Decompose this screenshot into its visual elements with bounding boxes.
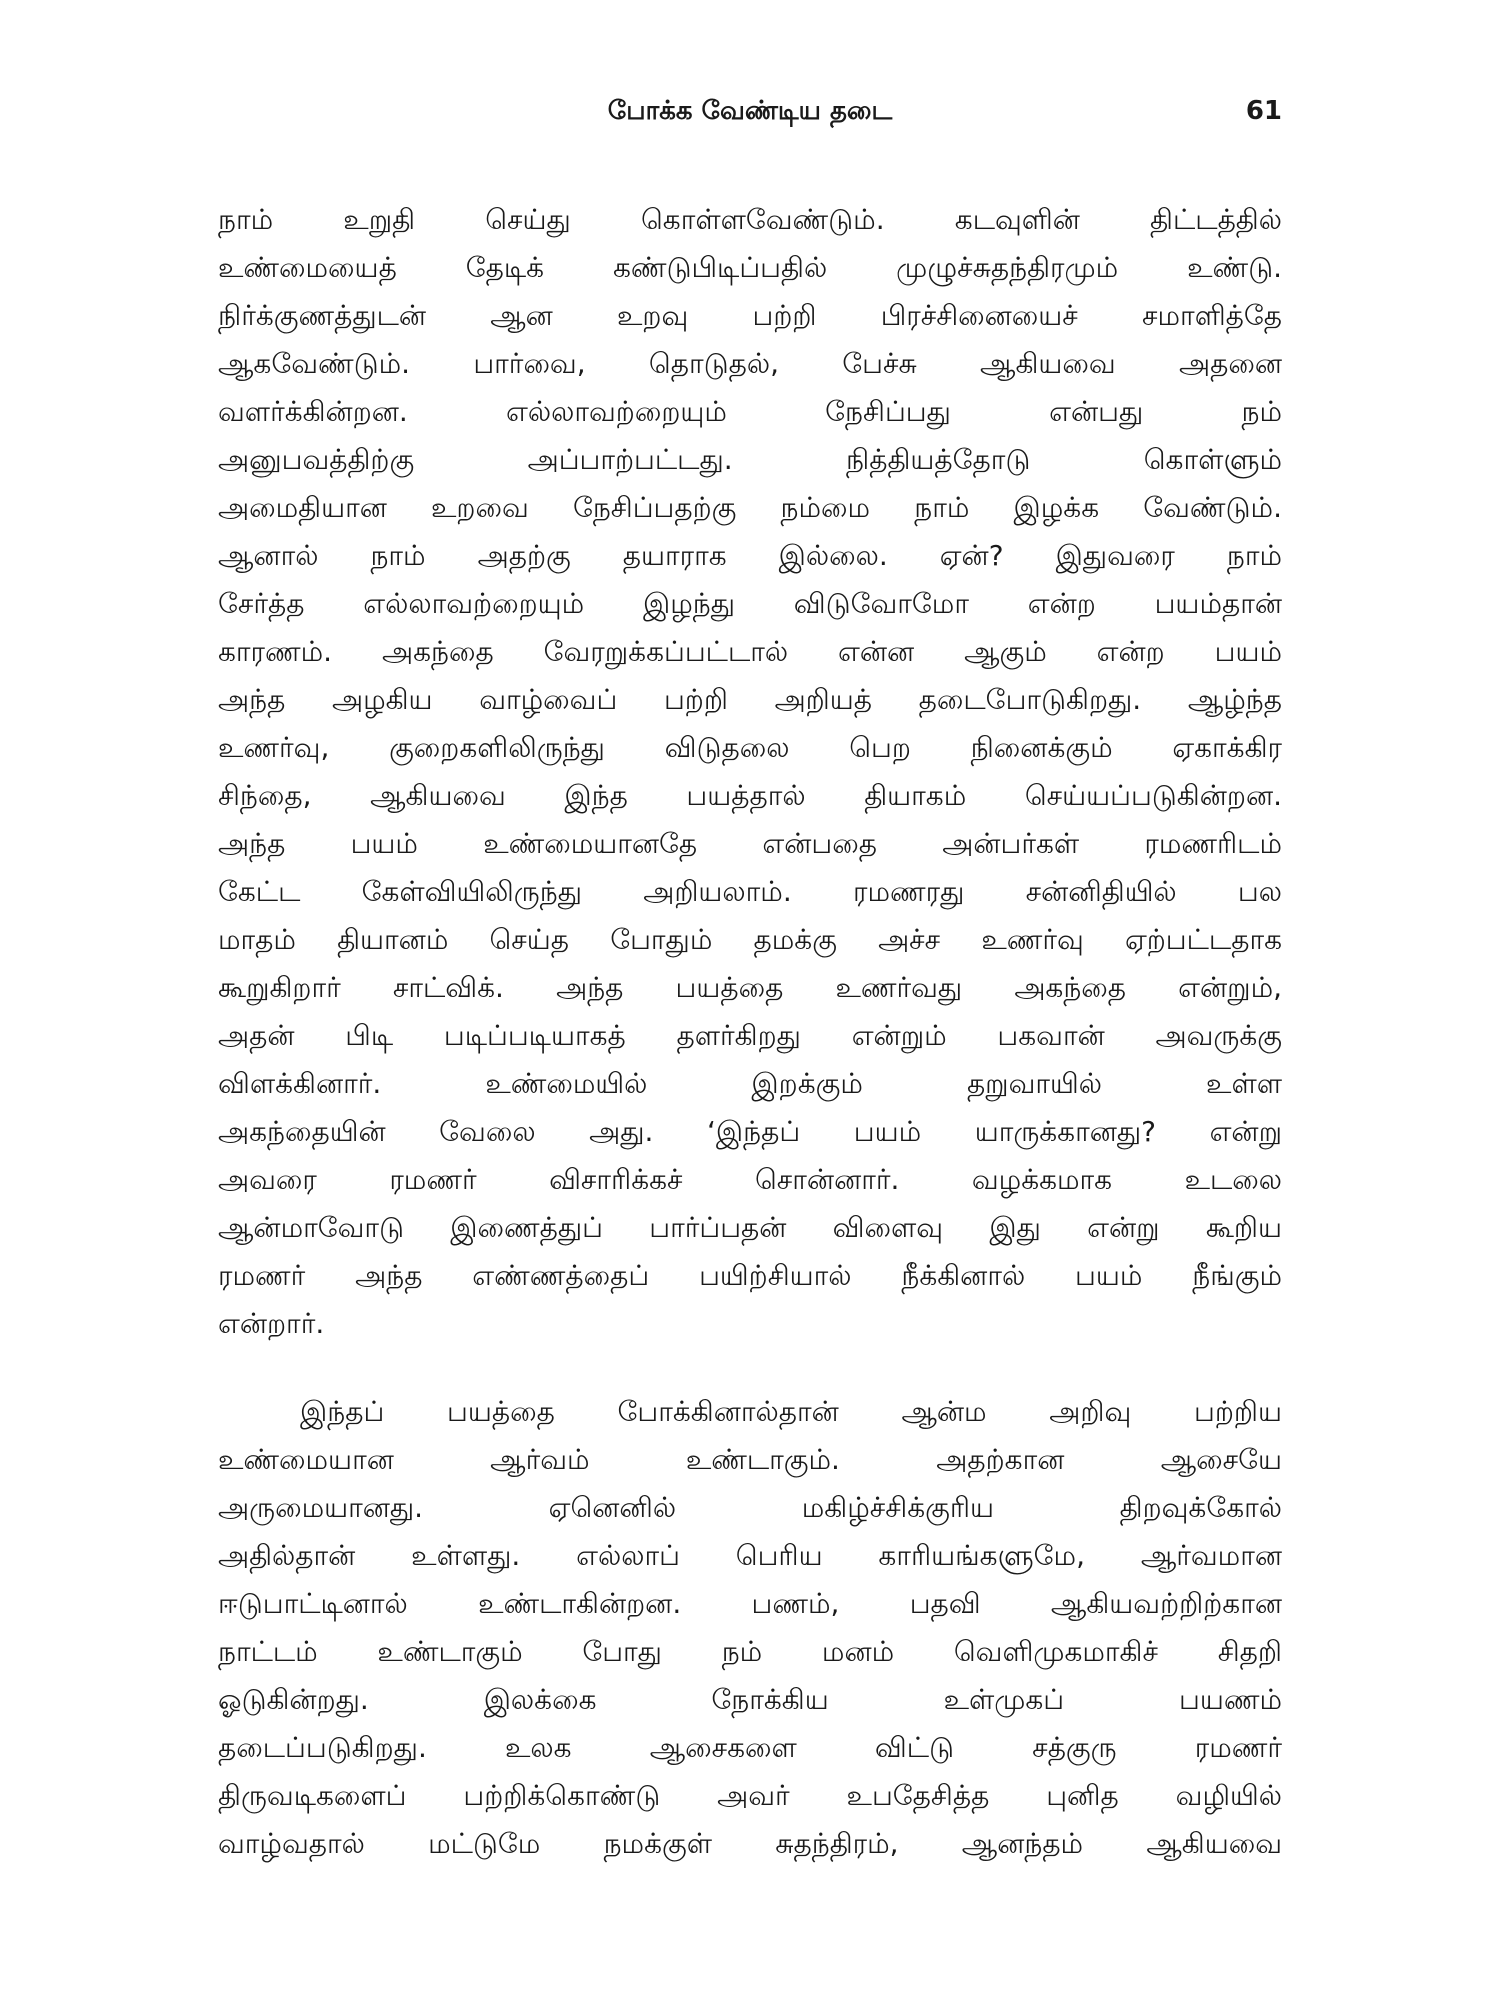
text-line: சேர்த்த எல்லாவற்றையும் இழந்து விடுவோமோ என்ற பயம்தான் xyxy=(218,587,1282,620)
running-header xyxy=(218,96,1282,136)
text-line: அமைதியான உறவை நேசிப்பதற்கு நம்மை நாம் இழக்க வேண்டும். xyxy=(218,491,1282,524)
text-line: என்றார். xyxy=(218,1307,325,1340)
text-line: ஈடுபாட்டினால் உண்டாகின்றன. பணம், பதவி ஆகியவற்றிற்கான xyxy=(218,1587,1282,1620)
text-line: உண்மையான ஆர்வம் உண்டாகும். அதற்கான ஆசையே xyxy=(218,1443,1282,1476)
text-line: கேட்ட கேள்வியிலிருந்து அறியலாம். ரமணரது சன்னிதியில் பல xyxy=(218,875,1282,908)
text-line: சிந்தை, ஆகியவை இந்த பயத்தால் தியாகம் செய்யப்படுகின்றன. xyxy=(218,779,1282,812)
text-line: ஆன்மாவோடு இணைத்துப் பார்ப்பதன் விளைவு இது என்று கூறிய xyxy=(218,1211,1282,1244)
text-line: தடைப்படுகிறது. உலக ஆசைகளை விட்டு சத்குரு ரமணர் xyxy=(218,1731,1282,1764)
text-line: அருமையானது. ஏனெனில் மகிழ்ச்சிக்குரிய திறவுக்கோல் xyxy=(218,1491,1282,1524)
text-line: திருவடிகளைப் பற்றிக்கொண்டு அவர் உபதேசித்த புனித வழியில் xyxy=(218,1779,1282,1812)
text-line: உண்மையைத் தேடிக் கண்டுபிடிப்பதில் முழுச்சுதந்திரமும் உண்டு. xyxy=(218,251,1282,284)
text-line: விளக்கினார். உண்மையில் இறக்கும் தறுவாயில் உள்ள xyxy=(218,1067,1282,1100)
text-line: காரணம். அகந்தை வேரறுக்கப்பட்டால் என்ன ஆகும் என்ற பயம் xyxy=(218,635,1282,668)
text-line: அனுபவத்திற்கு அப்பாற்பட்டது. நித்தியத்தோடு கொள்ளும் xyxy=(218,443,1282,476)
text-line: மாதம் தியானம் செய்த போதும் தமக்கு அச்ச உணர்வு ஏற்பட்டதாக xyxy=(218,923,1282,956)
text-line: அந்த அழகிய வாழ்வைப் பற்றி அறியத் தடைபோடுகிறது. ஆழ்ந்த xyxy=(218,683,1282,716)
text-line: ரமணர் அந்த எண்ணத்தைப் பயிற்சியால் நீக்கினால் பயம் நீங்கும் xyxy=(218,1259,1282,1292)
running-title: போக்க வேண்டிய தடை xyxy=(607,96,893,126)
text-line: அதன் பிடி படிப்படியாகத் தளர்கிறது என்றும் பகவான் அவருக்கு xyxy=(218,1019,1282,1052)
page-number: 61 xyxy=(1245,96,1282,126)
paragraph-1 xyxy=(218,196,1282,1348)
text-line: அந்த பயம் உண்மையானதே என்பதை அன்பர்கள் ரமணரிடம் xyxy=(218,827,1282,860)
text-line: அவரை ரமணர் விசாரிக்கச் சொன்னார். வழக்கமாக உடலை xyxy=(218,1163,1282,1196)
body-text xyxy=(218,196,1282,1868)
text-line: அதில்தான் உள்ளது. எல்லாப் பெரிய காரியங்களுமே, ஆர்வமான xyxy=(218,1539,1282,1572)
text-line: கூறுகிறார் சாட்விக். அந்த பயத்தை உணர்வது அகந்தை என்றும், xyxy=(218,971,1282,1004)
text-line: இந்தப் பயத்தை போக்கினால்தான் ஆன்ம அறிவு பற்றிய xyxy=(300,1395,1282,1428)
text-line: அகந்தையின் வேலை அது. ‘இந்தப் பயம் யாருக்கானது? என்று xyxy=(218,1115,1282,1148)
text-line: ஆனால் நாம் அதற்கு தயாராக இல்லை. ஏன்? இதுவரை நாம் xyxy=(218,539,1282,572)
text-line: ஆகவேண்டும். பார்வை, தொடுதல், பேச்சு ஆகியவை அதனை xyxy=(218,347,1282,380)
text-line: நாம் உறுதி செய்து கொள்ளவேண்டும். கடவுளின் திட்டத்தில் xyxy=(218,203,1282,236)
text-line: வாழ்வதால் மட்டுமே நமக்குள் சுதந்திரம், ஆனந்தம் ஆகியவை xyxy=(218,1827,1282,1860)
text-line: ஓடுகின்றது. இலக்கை நோக்கிய உள்முகப் பயணம் xyxy=(218,1683,1282,1716)
text-line: நாட்டம் உண்டாகும் போது நம் மனம் வெளிமுகமாகிச் சிதறி xyxy=(218,1635,1282,1668)
text-line: உணர்வு, குறைகளிலிருந்து விடுதலை பெற நினைக்கும் ஏகாக்கிர xyxy=(218,731,1282,764)
text-line: வளர்க்கின்றன. எல்லாவற்றையும் நேசிப்பது என்பது நம் xyxy=(218,395,1282,428)
paragraph-2 xyxy=(218,1388,1282,1868)
text-line: நிர்க்குணத்துடன் ஆன உறவு பற்றி பிரச்சினையைச் சமாளித்தே xyxy=(218,299,1282,332)
